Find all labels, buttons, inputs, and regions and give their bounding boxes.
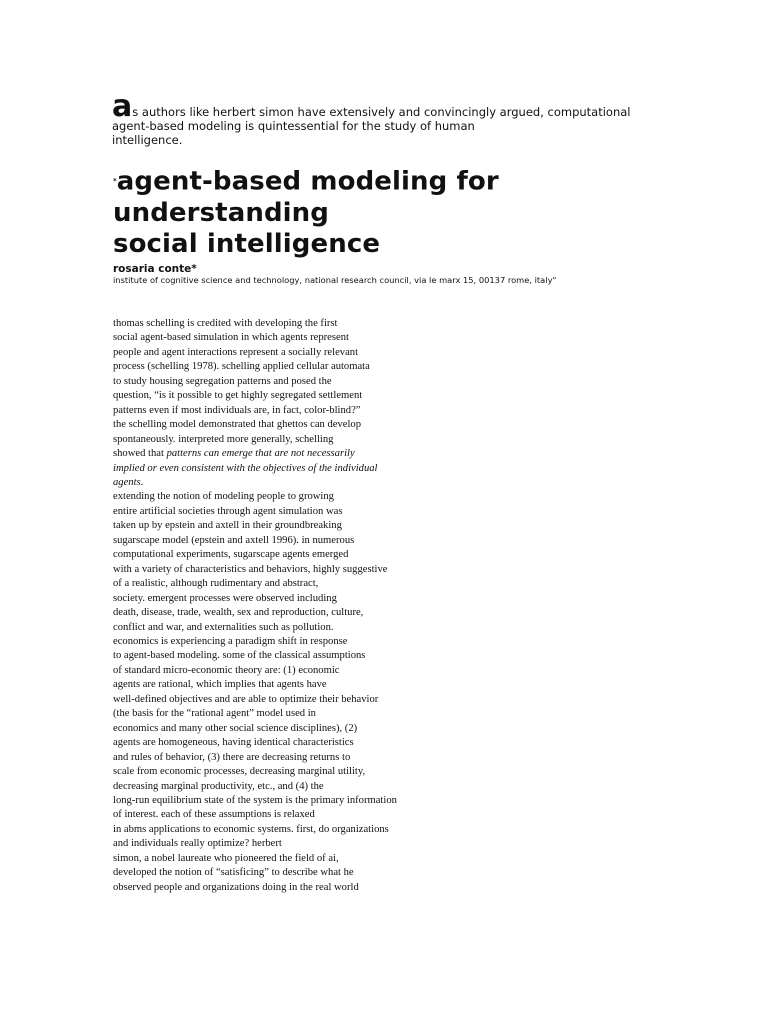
body-line: sugarscape model (epstein and axtell 1996). in numerous (113, 534, 355, 546)
body-line: people and agent interactions represent a socially relevant (113, 346, 359, 358)
body-line: and rules of behavior, (3) there are decreasing returns to (113, 751, 351, 763)
body-line: of a realistic, although rudimentary and abstract, (113, 578, 319, 590)
body-line: in abms applications to economic systems. first, do organizations (113, 823, 389, 835)
body-line: thomas schelling is credited with developing the first (113, 318, 338, 329)
body-line: extending the notion of modeling people to growing (113, 491, 334, 503)
body-line: of interest. each of these assumptions is relaxed (113, 809, 315, 821)
footnote-marker: * (113, 177, 117, 185)
body-line: observed people and organizations doing in the real world (113, 881, 359, 893)
body-line: well-defined objectives and are able to optimize their behavior (113, 693, 379, 705)
body-line: economics is experiencing a paradigm shift in response (113, 635, 348, 647)
body-line: to study housing segregation patterns and posed the (113, 375, 332, 387)
body-line: agents are homogeneous, having identical characteristics (113, 737, 354, 749)
body-line: entire artificial societies through agent simulation was (113, 505, 343, 517)
body-line: spontaneously. interpreted more generally, schelling (113, 433, 334, 445)
body-line: computational experiments, sugarscape agents emerged (113, 549, 349, 561)
body-line: simon, a nobel laureate who pioneered the field of ai, (113, 852, 339, 864)
body-line: with a variety of characteristics and behaviors, highly suggestive (113, 563, 388, 575)
body-line-text: showed that (113, 448, 167, 460)
body-line-text: . (140, 476, 144, 488)
body-line: conflict and war, and externalities such as pollution. (113, 621, 334, 633)
intro-paragraph (112, 89, 672, 147)
body-line: taken up by epstein and axtell in their groundbreaking (113, 520, 342, 532)
author-name: rosaria conte* (113, 263, 197, 275)
body-line: society. emergent processes were observed including (113, 592, 337, 604)
body-line: long-run equilibrium state of the system is the primary information (113, 794, 397, 806)
title-line (113, 166, 713, 198)
intro-line-text: s authors like herbert simon have extensively and convincingly argued, computational (132, 105, 631, 119)
body-line (113, 447, 473, 461)
body-line (113, 476, 473, 490)
emphasized-text: agents (113, 476, 141, 488)
drop-cap: a (112, 89, 133, 124)
body-line: decreasing marginal productivity, etc., and (4) the (113, 780, 324, 792)
title-line: understanding (113, 197, 329, 228)
body-continuation (113, 490, 473, 895)
body-text (113, 317, 473, 895)
intro-line: intelligence. (112, 133, 183, 147)
body-line: and individuals really optimize? herbert (113, 838, 282, 850)
body-line: social agent-based simulation in which agents represent (113, 332, 349, 344)
intro-line: agent-based modeling is quintessential for the study of human (112, 119, 475, 133)
author-affiliation: institute of cognitive science and technology, national research council, via le marx 15, 00137 rome, italy" (113, 275, 557, 285)
title-line-text: agent-based modeling for (116, 166, 499, 197)
body-line: question, “is it possible to get highly segregated settlement (113, 390, 363, 402)
body-line: scale from economic processes, decreasing marginal utility, (113, 766, 366, 778)
body-line: process (schelling 1978). schelling applied cellular automata (113, 361, 370, 373)
body-line: death, disease, trade, wealth, sex and reproduction, culture, (113, 607, 364, 619)
body-line: of standard micro-economic theory are: (1) economic (113, 664, 340, 676)
body-line: (the basis for the “rational agent” model used in (113, 708, 316, 720)
body-line: economics and many other social science disciplines), (2) (113, 722, 358, 734)
body-line: the schelling model demonstrated that ghettos can develop (113, 419, 362, 431)
emphasized-text: patterns can emerge that are not necessarily (166, 448, 355, 460)
body-line: to agent-based modeling. some of the classical assumptions (113, 650, 366, 662)
intro-line (112, 89, 672, 124)
body-line: agents are rational, which implies that agents have (113, 679, 327, 691)
body-line: patterns even if most individuals are, in fact, color-blind?” (113, 404, 361, 416)
emphasized-line: implied or even consistent with the objectives of the individual (113, 462, 378, 474)
article-title (113, 166, 713, 261)
title-line: social intelligence (113, 229, 381, 260)
body-line: developed the notion of “satisficing” to describe what he (113, 867, 354, 879)
